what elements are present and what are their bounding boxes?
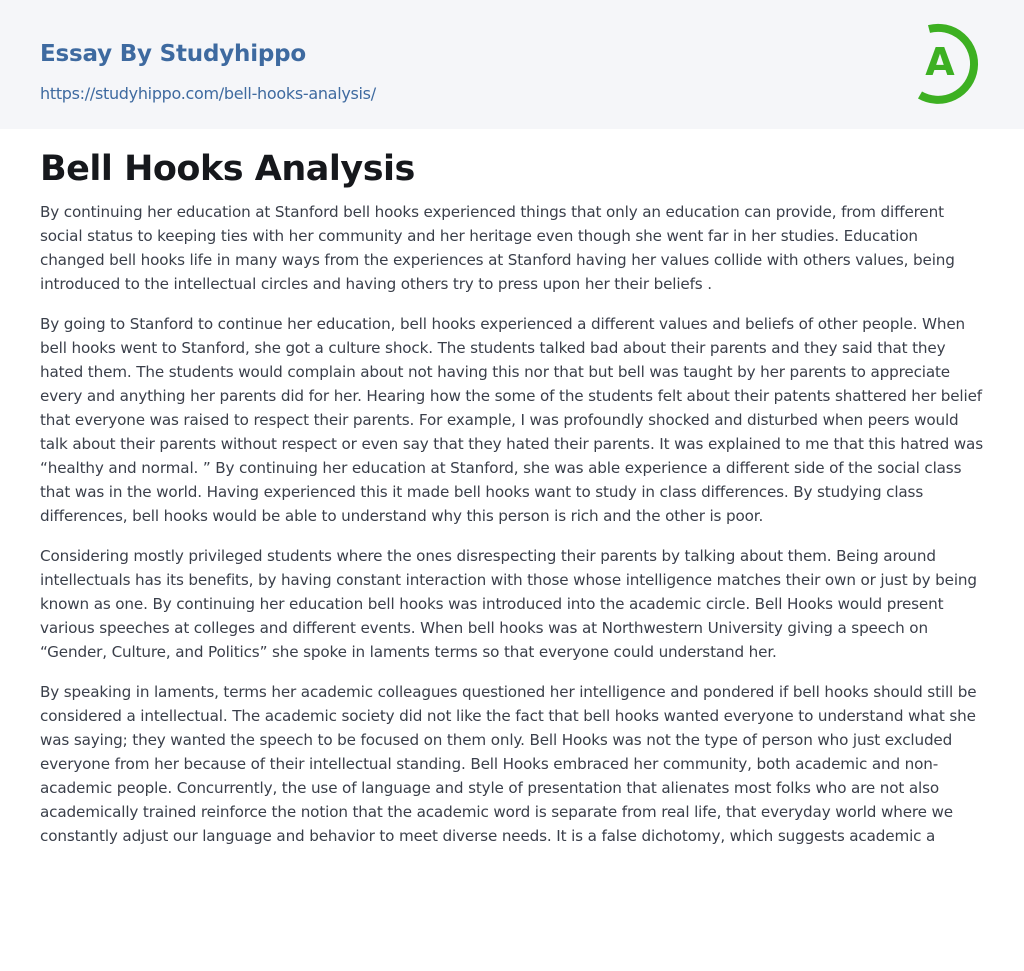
paragraph-3: Considering mostly privileged students where the ones disrespecting their parents by talking about them. Being around intellectuals has its benefits, by having constant interaction with those whose intelligence matches their own or just by being known as one. By continuing her education bell hooks was introduced into the academic circle. Bell Hooks would present various speeches at colleges and different events. When bell hooks was at Northwestern University giving a speech on “Gender, Culture, and Politics” she spoke in laments terms so that everyone could understand her.	[40, 547, 977, 661]
page-title: Bell Hooks Analysis	[40, 149, 415, 189]
paragraph-4: By speaking in laments, terms her academic colleagues questioned her intelligence and pondered if bell hooks should still be considered a intellectual. The academic society did not like the fact that bell hooks wanted everyone to understand what she was saying; they wanted the speech to be focused on them only. Bell Hooks was not the type of person who just excluded everyone from her because of their intellectual standing. Bell Hooks embraced her community, both academic and non-academic people. Concurrently, the use of language and style of presentation that alienates most folks who are not also academically trained reinforce the notion that the academic word is separate from real life, that everyday world where we constantly adjust our language and behavior to meet diverse needs. It is a false dichotomy, which suggests academic a	[40, 683, 977, 845]
paragraph-2: By going to Stanford to continue her education, bell hooks experienced a different values and beliefs of other people. When bell hooks went to Stanford, she got a culture shock. The students talked bad about their parents and they said that they hated them. The students would complain about not having this nor that but bell was taught by her parents to appreciate every and anything her parents did for her. Hearing how the some of the students felt about their patents shattered her belief that everyone was raised to respect their parents. For example, I was profoundly shocked and disturbed when peers would talk about their parents without respect or even say that they hated their parents. It was explained to me that this hatred was “healthy and normal. ” By continuing her education at Stanford, she was able experience a different side of the social class that was in the world. Having experienced this it made bell hooks want to study in class differences. By studying class differences, bell hooks would be able to understand why this person is rich and the other is poor.	[40, 315, 983, 525]
studyhippo-logo-icon[interactable]	[912, 19, 986, 105]
paragraph-1: By continuing her education at Stanford bell hooks experienced things that only an education can provide, from different social status to keeping ties with her community and her heritage even though she went far in her studies. Education changed bell hooks life in many ways from the experiences at Stanford having her values collide with others values, being introduced to the intellectual circles and having others try to press upon her their beliefs .	[40, 203, 955, 293]
article	[0, 129, 1024, 848]
source-url-link[interactable]: https://studyhippo.com/bell-hooks-analysis/	[40, 84, 376, 103]
brand-title: Essay By Studyhippo	[40, 41, 307, 67]
page-header	[0, 0, 1024, 129]
logo-letter: A	[925, 40, 955, 84]
